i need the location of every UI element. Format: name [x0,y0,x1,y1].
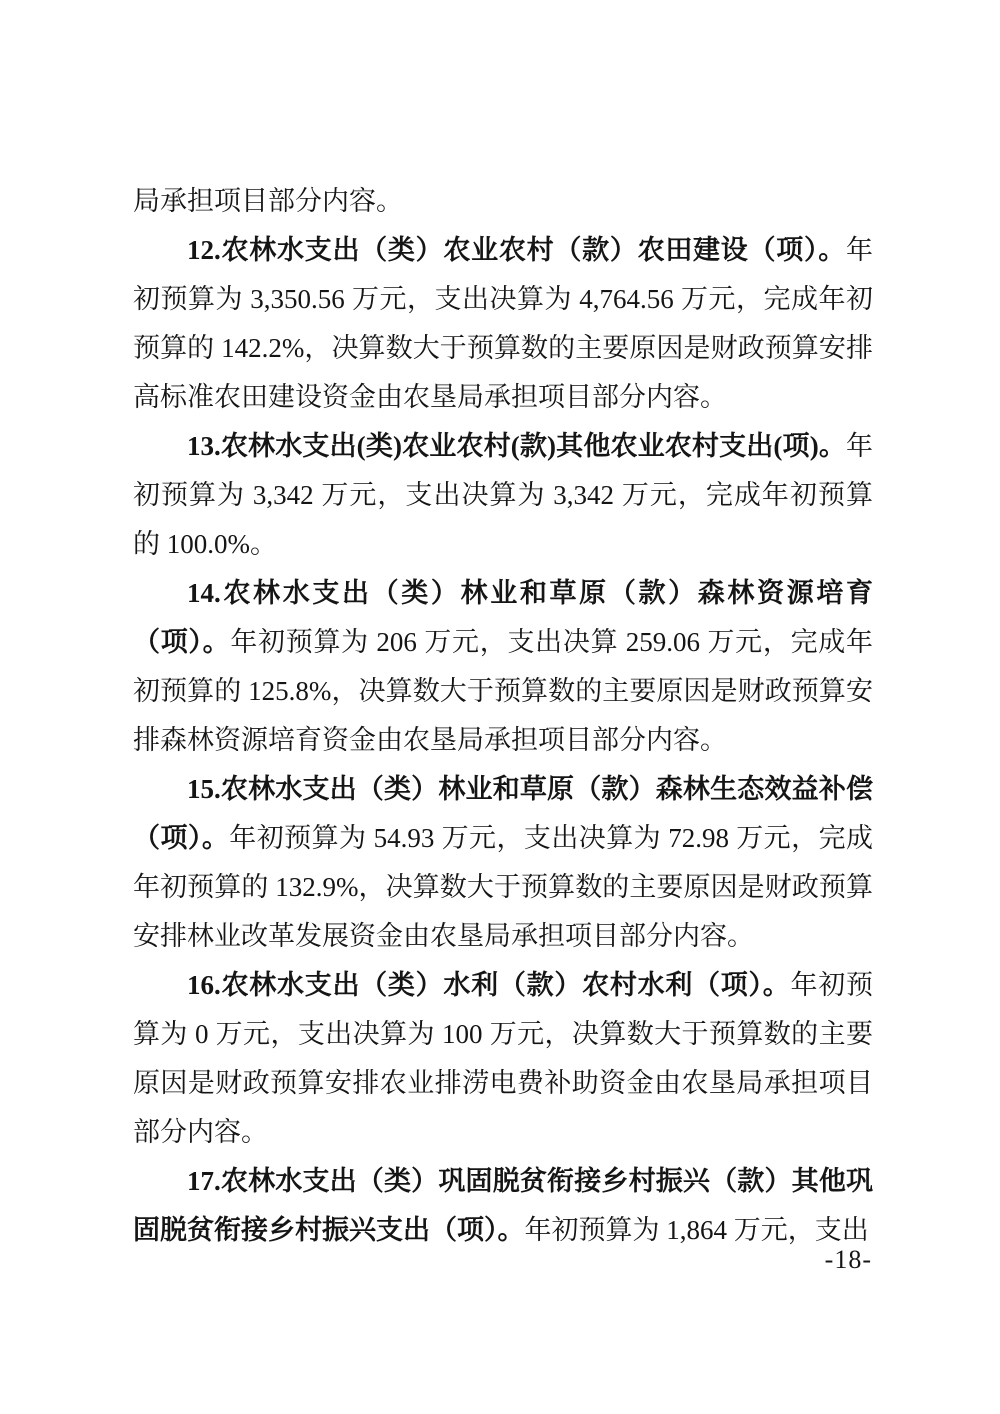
paragraph-heading-text: 17.农林水支出（类）巩固脱贫衔接乡村振兴（款）其他巩固脱贫衔接乡村振兴支出（项）。 [133,1166,873,1245]
paragraph [133,765,873,961]
paragraph [133,226,873,422]
paragraph-body-text: 年初预算为 0 万元，支出决算为 100 万元，决算数大于预算数的主要原因是财政预算安排农业排涝电费补助资金由农垦局承担项目部分内容。 [133,970,874,1147]
paragraph-heading-text: 15.农林水支出（类）林业和草原（款）森林生态效益补偿（项）。 [133,774,873,853]
paragraph-continuation [133,177,873,226]
paragraph-heading-text: 16.农林水支出（类）水利（款）农村水利（项）。 [187,970,791,1000]
document-body [133,177,873,1255]
paragraph-heading-text: 13.农林水支出(类)农业农村(款)其他农业农村支出(项)。 [187,431,846,461]
paragraph-body-text: 年初预算为 3,350.56 万元，支出决算为 4,764.56 万元，完成年初预算的 142.2%，决算数大于预算数的主要原因是财政预算安排高标准农田建设资金由农垦局承担项目部分内容。 [133,235,873,412]
paragraph-body-text: 年初预算为 3,342 万元，支出决算为 3,342 万元，完成年初预算的 100.0%。 [133,431,873,559]
paragraph-body-text: 年初预算为 206 万元，支出决算 259.06 万元，完成年初预算的 125.8%，决算数大于预算数的主要原因是财政预算安排森林资源培育资金由农垦局承担项目部分内容。 [133,627,874,755]
paragraph [133,961,873,1157]
paragraph-body-text: 局承担项目部分内容。 [133,186,403,216]
paragraph [133,569,873,765]
paragraph-body-text: 年初预算为 54.93 万元，支出决算为 72.98 万元，完成年初预算的 132.9%，决算数大于预算数的主要原因是财政预算安排林业改革发展资金由农垦局承担项目部分内容。 [133,823,874,951]
paragraph-heading-text: 14.农林水支出（类）林业和草原（款）森林资源培育（项）。 [133,578,873,657]
paragraph-body-text: 年初预算为 1,864 万元，支出 [524,1215,869,1245]
paragraph-heading-text: 12.农林水支出（类）农业农村（款）农田建设（项）。 [187,235,846,265]
paragraph [133,1157,873,1255]
paragraph [133,422,873,569]
page-number: -18- [824,1245,872,1274]
